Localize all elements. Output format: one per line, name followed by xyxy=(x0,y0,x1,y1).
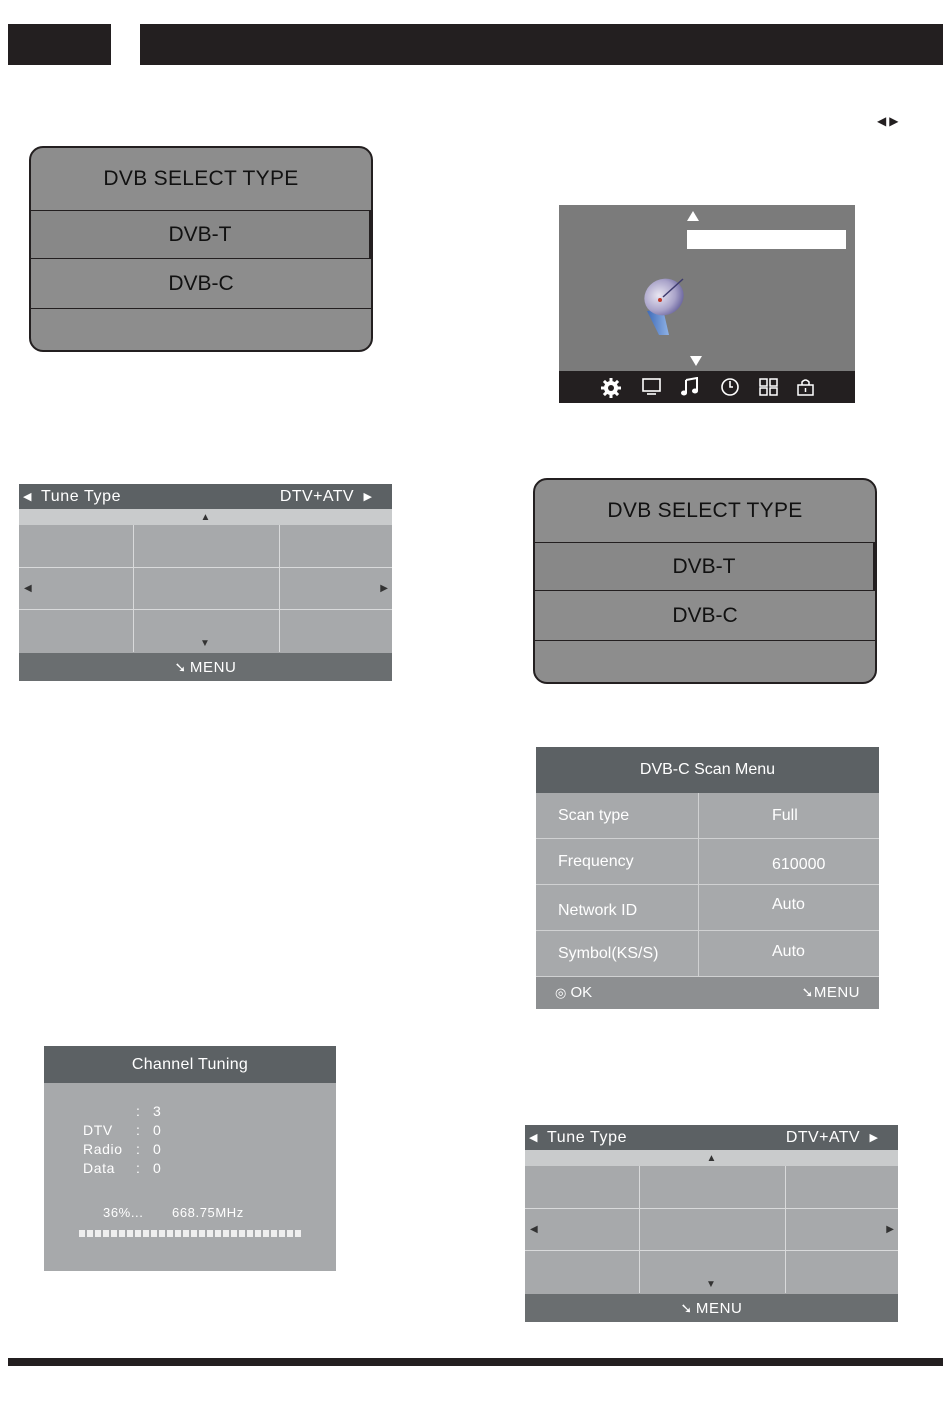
progress-segment xyxy=(223,1230,229,1237)
tune-type-value: DTV+ATV xyxy=(785,1128,860,1146)
arrow-right-icon[interactable]: ▶ xyxy=(869,1132,878,1144)
option-dvb-c[interactable]: DVB-C xyxy=(535,592,875,641)
row-value: Auto xyxy=(772,942,805,960)
option-dvb-c[interactable]: DVB-C xyxy=(31,260,371,309)
lock-icon[interactable] xyxy=(795,377,817,397)
grid-cell xyxy=(525,1251,640,1293)
scroll-up-icon[interactable]: ▲ xyxy=(19,509,392,525)
menu-label: MENU xyxy=(189,658,237,676)
menu-hand-icon: ➘ xyxy=(174,658,187,675)
grid-cell xyxy=(280,610,392,652)
channel-tuning-panel xyxy=(44,1046,336,1271)
scroll-down-icon[interactable]: ▼ xyxy=(200,638,210,649)
row-label: Network ID xyxy=(536,885,699,930)
tune-grid xyxy=(525,1166,898,1293)
tune-type-row[interactable] xyxy=(525,1125,898,1150)
progress-segment xyxy=(127,1230,133,1237)
scan-menu-title: DVB-C Scan Menu xyxy=(536,747,879,793)
frequency-text: 668.75MHz xyxy=(172,1205,244,1220)
radio-label: Radio xyxy=(83,1141,123,1157)
grid-cell xyxy=(640,1166,786,1209)
menu-label: MENU xyxy=(813,984,860,1001)
dvb-c-scan-menu xyxy=(536,747,879,1009)
grid-cell xyxy=(19,568,134,610)
symbol-row[interactable] xyxy=(536,931,879,977)
progress-percent: 36%... xyxy=(103,1205,144,1220)
row-label: Frequency xyxy=(536,839,699,884)
progress-segment xyxy=(215,1230,221,1237)
progress-bar xyxy=(79,1230,301,1237)
scroll-down-icon[interactable]: ▼ xyxy=(706,1279,716,1290)
dialog-title: DVB SELECT TYPE xyxy=(607,499,803,522)
header-bar-left xyxy=(8,24,111,65)
progress-segment xyxy=(87,1230,93,1237)
grid-cell xyxy=(525,1209,640,1251)
progress-segment xyxy=(103,1230,109,1237)
row-value: Auto xyxy=(772,895,805,913)
grid-icon[interactable] xyxy=(758,377,780,397)
dvb-select-dialog xyxy=(533,478,877,684)
satellite-dish-icon xyxy=(639,273,689,335)
page-nav-arrows xyxy=(877,114,901,128)
progress-segment xyxy=(151,1230,157,1237)
footer-rule xyxy=(8,1358,943,1366)
progress-segment xyxy=(199,1230,205,1237)
ok-label: OK xyxy=(570,984,593,1001)
tune-type-panel xyxy=(19,484,392,681)
radio-value: 0 xyxy=(153,1141,162,1157)
scroll-up-icon[interactable] xyxy=(687,211,699,221)
arrow-left-icon[interactable]: ◀ xyxy=(24,583,32,594)
progress-segment xyxy=(111,1230,117,1237)
radio-sep: : xyxy=(136,1141,141,1157)
data-label: Data xyxy=(83,1160,115,1176)
channel-tuning-title: Channel Tuning xyxy=(44,1046,336,1083)
ok-hint[interactable] xyxy=(555,984,592,1001)
grid-cell xyxy=(786,1209,898,1251)
progress-segment xyxy=(207,1230,213,1237)
tv-count-value: 3 xyxy=(153,1103,162,1119)
highlighted-menu-item[interactable] xyxy=(687,230,846,249)
dtv-value: 0 xyxy=(153,1122,162,1138)
dtv-sep: : xyxy=(136,1122,141,1138)
menu-hand-icon: ➘ xyxy=(801,984,814,1000)
music-icon[interactable] xyxy=(680,377,702,397)
menu-label: MENU xyxy=(695,1299,743,1317)
frequency-row[interactable] xyxy=(536,839,879,885)
dtv-label: DTV xyxy=(83,1122,113,1138)
menu-hint[interactable] xyxy=(802,984,860,1001)
row-label: Scan type xyxy=(536,793,699,838)
tune-type-value: DTV+ATV xyxy=(279,487,354,505)
grid-cell xyxy=(134,525,280,568)
grid-cell xyxy=(280,568,392,610)
dvb-select-dialog xyxy=(29,146,373,352)
progress-segment xyxy=(183,1230,189,1237)
progress-segment xyxy=(95,1230,101,1237)
arrow-right-icon[interactable]: ▶ xyxy=(363,491,372,503)
progress-segment xyxy=(239,1230,245,1237)
progress-segment xyxy=(167,1230,173,1237)
progress-segment xyxy=(279,1230,285,1237)
progress-segment xyxy=(175,1230,181,1237)
tune-type-label: Tune Type xyxy=(41,487,122,505)
header-bar-right xyxy=(140,24,943,65)
progress-segment xyxy=(119,1230,125,1237)
progress-segment xyxy=(143,1230,149,1237)
row-value: 610000 xyxy=(772,855,826,873)
row-label: Symbol(KS/S) xyxy=(536,931,699,976)
gear-icon[interactable] xyxy=(600,377,622,397)
progress-segment xyxy=(79,1230,85,1237)
data-sep: : xyxy=(136,1160,141,1176)
network-id-row[interactable] xyxy=(536,885,879,931)
grid-cell xyxy=(640,1209,786,1251)
progress-segment xyxy=(295,1230,301,1237)
option-dvb-t[interactable]: DVB-T xyxy=(31,210,371,259)
progress-segment xyxy=(247,1230,253,1237)
grid-cell xyxy=(19,525,134,568)
grid-cell xyxy=(19,610,134,652)
scan-type-row[interactable] xyxy=(536,793,879,839)
grid-cell xyxy=(786,1166,898,1209)
arrow-right-icon[interactable]: ▶ xyxy=(886,1224,894,1235)
grid-cell xyxy=(525,1166,640,1209)
ok-circle-icon: ◎ xyxy=(555,985,567,1000)
progress-segment xyxy=(231,1230,237,1237)
grid-cell xyxy=(786,1251,898,1293)
monitor-icon[interactable] xyxy=(641,377,663,397)
arrow-left-icon[interactable]: ◀ xyxy=(529,1132,538,1144)
tune-type-label: Tune Type xyxy=(547,1128,628,1146)
arrow-left-icon[interactable]: ◀ xyxy=(530,1224,538,1235)
tune-type-panel xyxy=(525,1125,898,1322)
grid-cell xyxy=(134,568,280,610)
scan-menu-footer xyxy=(536,977,879,1009)
arrow-left-icon[interactable]: ◀ xyxy=(23,491,32,503)
progress-segment xyxy=(159,1230,165,1237)
triangle-left-icon: ◀ xyxy=(877,114,890,128)
dialog-title: DVB SELECT TYPE xyxy=(103,167,299,190)
menu-hint[interactable] xyxy=(19,653,392,681)
tune-grid xyxy=(19,525,392,652)
scroll-up-icon[interactable]: ▲ xyxy=(525,1150,898,1166)
scroll-down-icon[interactable] xyxy=(690,356,702,366)
row-value: Full xyxy=(772,806,798,824)
setup-icon-bar xyxy=(559,371,855,403)
grid-cell xyxy=(280,525,392,568)
menu-hand-icon: ➘ xyxy=(680,1299,693,1316)
progress-segment xyxy=(271,1230,277,1237)
tune-type-row[interactable] xyxy=(19,484,392,509)
progress-segment xyxy=(191,1230,197,1237)
triangle-right-icon: ▶ xyxy=(889,114,902,128)
clock-icon[interactable] xyxy=(719,377,741,397)
menu-hint[interactable] xyxy=(525,1294,898,1322)
tv-count-sep: : xyxy=(136,1103,141,1119)
progress-segment xyxy=(135,1230,141,1237)
option-dvb-t[interactable]: DVB-T xyxy=(535,542,875,591)
progress-segment xyxy=(255,1230,261,1237)
progress-segment xyxy=(287,1230,293,1237)
progress-segment xyxy=(263,1230,269,1237)
setup-screen xyxy=(559,205,855,403)
arrow-right-icon[interactable]: ▶ xyxy=(380,583,388,594)
data-value: 0 xyxy=(153,1160,162,1176)
